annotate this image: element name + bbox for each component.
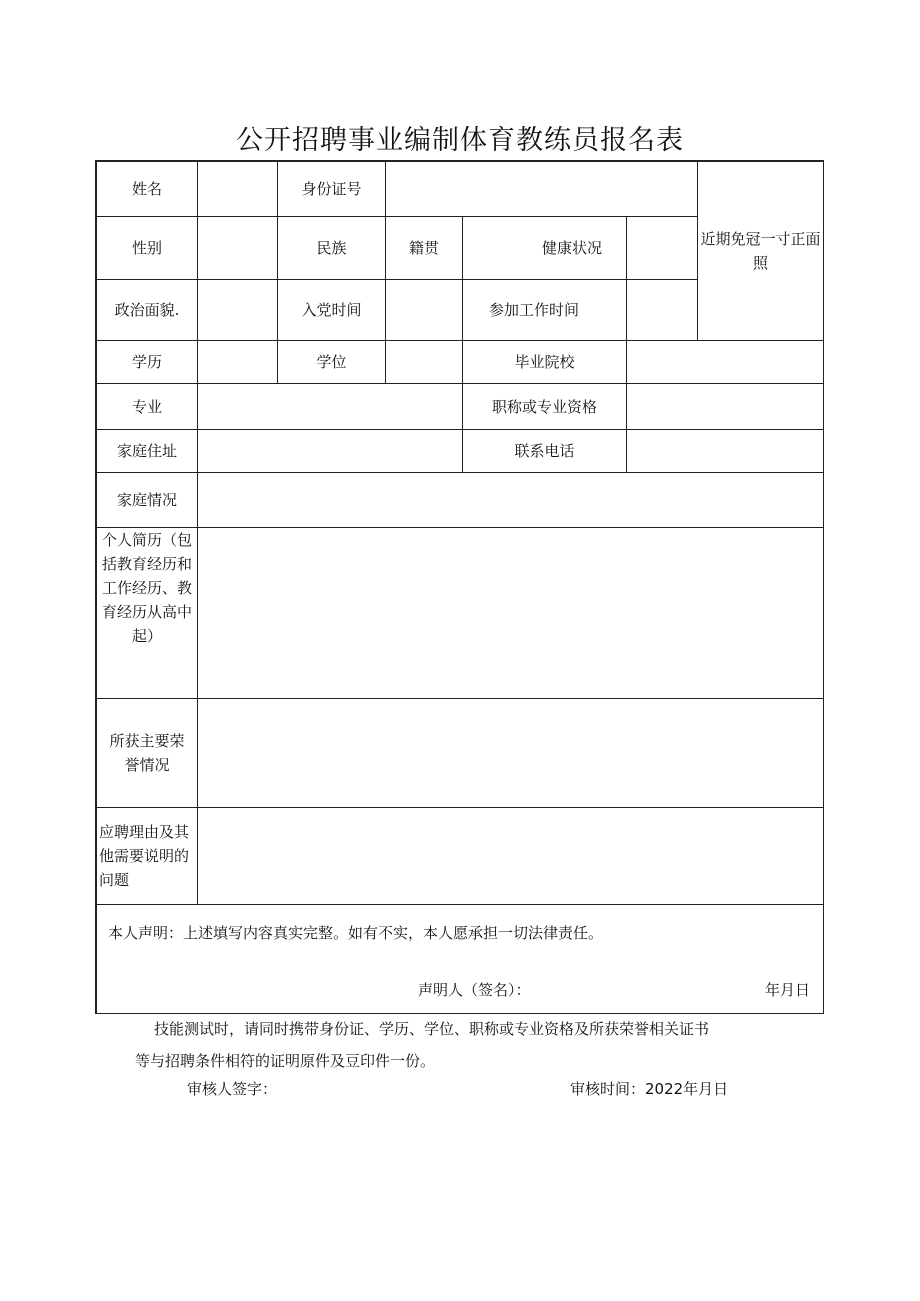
footer-note-line2: 等与招聘条件相符的证明原件及豆印件一份。 bbox=[135, 1052, 436, 1070]
label-id-number: 身份证号 bbox=[277, 161, 386, 217]
label-school: 毕业院校 bbox=[462, 340, 627, 384]
field-political[interactable] bbox=[197, 279, 278, 341]
declaration-box bbox=[96, 904, 824, 1014]
label-family: 家庭情况 bbox=[96, 472, 198, 528]
field-id-number[interactable] bbox=[385, 161, 698, 217]
field-major[interactable] bbox=[197, 383, 463, 430]
label-political: 政治面貌. bbox=[96, 279, 198, 341]
field-name[interactable] bbox=[197, 161, 278, 217]
declaration-date: 年月日 bbox=[765, 981, 811, 999]
field-education[interactable] bbox=[197, 340, 278, 384]
field-school[interactable] bbox=[626, 340, 824, 384]
field-resume[interactable] bbox=[197, 527, 824, 699]
photo-label: 近期免冠一寸正面照 bbox=[700, 230, 821, 272]
field-party-join[interactable] bbox=[385, 279, 463, 341]
label-work-start: 参加工作时间 bbox=[462, 279, 627, 341]
field-phone[interactable] bbox=[626, 429, 824, 473]
field-reason[interactable] bbox=[197, 807, 824, 905]
footer-note-line1: 技能测试时，请同时携带身份证、学历、学位、职称或专业资格及所获荣誉相关证书 bbox=[154, 1020, 710, 1038]
field-title-qual[interactable] bbox=[626, 383, 824, 430]
field-work-start[interactable] bbox=[626, 279, 698, 341]
label-address: 家庭住址 bbox=[96, 429, 198, 473]
field-honors[interactable] bbox=[197, 698, 824, 808]
label-honors: 所获主要荣誉情况 bbox=[96, 698, 198, 808]
label-gender: 性别 bbox=[96, 216, 198, 280]
reviewer-signature: 审核人签字： bbox=[187, 1080, 278, 1098]
field-degree[interactable] bbox=[385, 340, 463, 384]
label-major: 专业 bbox=[96, 383, 198, 430]
declaration-text: 本人声明：上述填写内容真实完整。如有不实，本人愿承担一切法律责任。 bbox=[108, 924, 604, 942]
label-reason: 应聘理由及其他需要说明的问题 bbox=[96, 807, 198, 905]
label-phone: 联系电话 bbox=[462, 429, 627, 473]
field-health[interactable] bbox=[626, 216, 698, 280]
field-gender[interactable] bbox=[197, 216, 278, 280]
field-family[interactable] bbox=[197, 472, 824, 528]
label-party-join: 入党时间 bbox=[277, 279, 386, 341]
label-native-place: 籍贯 bbox=[385, 216, 463, 280]
registration-form-table bbox=[95, 160, 824, 1014]
label-education: 学历 bbox=[96, 340, 198, 384]
photo-box[interactable] bbox=[697, 161, 824, 341]
field-address[interactable] bbox=[197, 429, 463, 473]
label-title-qual: 职称或专业资格 bbox=[462, 383, 627, 430]
page-title: 公开招聘事业编制体育教练员报名表 bbox=[236, 125, 684, 156]
label-health: 健康状况 bbox=[462, 216, 627, 280]
label-resume: 个人简历（包括教育经历和工作经历、教育经历从高中起） bbox=[96, 527, 198, 699]
label-ethnicity: 民族 bbox=[277, 216, 386, 280]
review-time: 审核时间：2022年月日 bbox=[570, 1080, 729, 1098]
label-name: 姓名 bbox=[96, 161, 198, 217]
declaration-signer: 声明人（签名）： bbox=[418, 981, 531, 999]
label-degree: 学位 bbox=[277, 340, 386, 384]
